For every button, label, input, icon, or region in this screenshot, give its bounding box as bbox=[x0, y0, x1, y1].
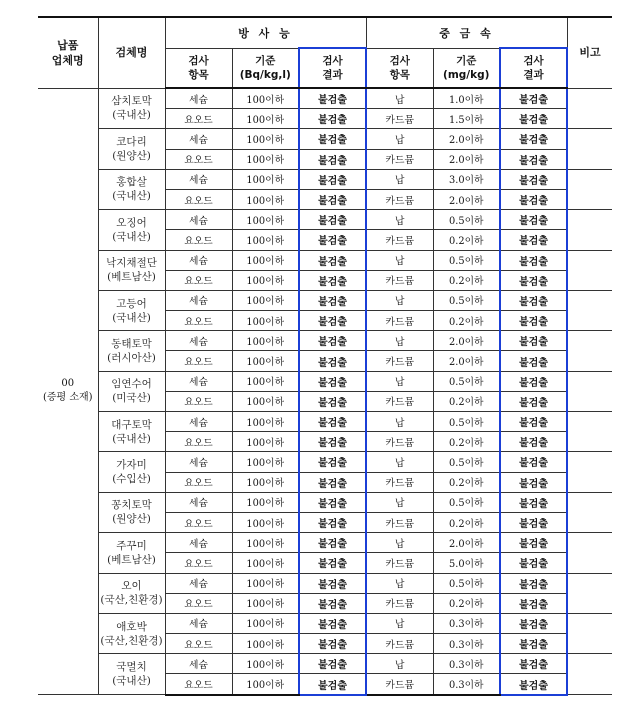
rad-result-cell: 불검출 bbox=[299, 331, 366, 351]
metal-result-cell: 불검출 bbox=[500, 311, 567, 331]
metal-item-cell: 납 bbox=[366, 169, 433, 189]
rad-standard-cell: 100이하 bbox=[232, 88, 299, 109]
metal-item-cell: 카드뮴 bbox=[366, 391, 433, 411]
rad-standard-cell: 100이하 bbox=[232, 210, 299, 230]
metal-result-cell: 불검출 bbox=[500, 452, 567, 472]
metal-result-header: 검사 결과 bbox=[500, 48, 567, 88]
rad-result-cell: 불검출 bbox=[299, 432, 366, 452]
notes-cell bbox=[567, 452, 612, 492]
rad-standard-cell: 100이하 bbox=[232, 553, 299, 573]
metal-standard-cell: 0.3이하 bbox=[433, 634, 500, 654]
table-row bbox=[38, 654, 612, 674]
metal-standard-cell: 0.2이하 bbox=[433, 391, 500, 411]
table-row bbox=[38, 613, 612, 633]
rad-item-cell: 세슘 bbox=[165, 290, 232, 310]
metal-result-cell: 불검출 bbox=[500, 149, 567, 169]
metal-standard-cell: 2.0이하 bbox=[433, 331, 500, 351]
rad-standard-cell: 100이하 bbox=[232, 169, 299, 189]
rad-item-cell: 세슘 bbox=[165, 88, 232, 109]
table-row bbox=[38, 371, 612, 391]
metal-result-cell: 불검출 bbox=[500, 250, 567, 270]
metal-standard-cell: 0.5이하 bbox=[433, 573, 500, 593]
metal-standard-cell: 0.2이하 bbox=[433, 432, 500, 452]
notes-cell bbox=[567, 290, 612, 330]
rad-item-cell: 세슘 bbox=[165, 371, 232, 391]
table-row bbox=[38, 88, 612, 109]
rad-standard-header: 기준 (Bq/kg,l) bbox=[232, 48, 299, 88]
rad-item-cell: 세슘 bbox=[165, 331, 232, 351]
rad-item-cell: 세슘 bbox=[165, 654, 232, 674]
rad-item-cell: 요오드 bbox=[165, 351, 232, 371]
notes-cell bbox=[567, 412, 612, 452]
metal-standard-cell: 0.5이하 bbox=[433, 412, 500, 432]
rad-item-cell: 요오드 bbox=[165, 391, 232, 411]
rad-standard-cell: 100이하 bbox=[232, 371, 299, 391]
notes-cell bbox=[567, 210, 612, 250]
rad-item-cell: 요오드 bbox=[165, 270, 232, 290]
metal-standard-cell: 2.0이하 bbox=[433, 533, 500, 553]
metal-standard-cell: 0.5이하 bbox=[433, 210, 500, 230]
sample-name-cell: 동태토막 (러시아산) bbox=[98, 331, 165, 371]
rad-result-cell: 불검출 bbox=[299, 593, 366, 613]
sample-name-cell: 홍합살 (국내산) bbox=[98, 169, 165, 209]
metal-item-cell: 카드뮴 bbox=[366, 149, 433, 169]
rad-result-cell: 불검출 bbox=[299, 533, 366, 553]
rad-standard-cell: 100이하 bbox=[232, 129, 299, 149]
rad-result-cell: 불검출 bbox=[299, 654, 366, 674]
rad-item-cell: 세슘 bbox=[165, 250, 232, 270]
metal-result-cell: 불검출 bbox=[500, 270, 567, 290]
rad-standard-cell: 100이하 bbox=[232, 412, 299, 432]
sample-name-cell: 주꾸미 (베트남산) bbox=[98, 533, 165, 573]
rad-item-cell: 요오드 bbox=[165, 149, 232, 169]
metal-standard-cell: 0.3이하 bbox=[433, 674, 500, 695]
sample-name-cell: 꽁치토막 (원양산) bbox=[98, 492, 165, 532]
metal-item-cell: 카드뮴 bbox=[366, 593, 433, 613]
rad-result-header: 검사 결과 bbox=[299, 48, 366, 88]
metal-result-cell: 불검출 bbox=[500, 391, 567, 411]
metal-result-cell: 불검출 bbox=[500, 533, 567, 553]
metal-result-cell: 불검출 bbox=[500, 109, 567, 129]
table-row bbox=[38, 331, 612, 351]
table-row bbox=[38, 290, 612, 310]
rad-result-cell: 불검출 bbox=[299, 270, 366, 290]
rad-standard-cell: 100이하 bbox=[232, 674, 299, 695]
notes-cell bbox=[567, 250, 612, 290]
rad-result-cell: 불검출 bbox=[299, 169, 366, 189]
rad-item-cell: 세슘 bbox=[165, 169, 232, 189]
rad-item-cell: 요오드 bbox=[165, 634, 232, 654]
metal-item-cell: 납 bbox=[366, 371, 433, 391]
rad-item-header: 검사 항목 bbox=[165, 48, 232, 88]
rad-result-cell: 불검출 bbox=[299, 189, 366, 209]
metal-item-cell: 납 bbox=[366, 533, 433, 553]
notes-cell bbox=[567, 492, 612, 532]
rad-result-cell: 불검출 bbox=[299, 391, 366, 411]
metal-item-cell: 납 bbox=[366, 250, 433, 270]
metal-standard-cell: 0.5이하 bbox=[433, 452, 500, 472]
notes-cell bbox=[567, 573, 612, 613]
heavy-metals-group-header: 중 금 속 bbox=[366, 17, 567, 48]
metal-standard-cell: 2.0이하 bbox=[433, 129, 500, 149]
metal-standard-cell: 0.2이하 bbox=[433, 311, 500, 331]
sample-name-cell: 오징어 (국내산) bbox=[98, 210, 165, 250]
metal-standard-cell: 5.0이하 bbox=[433, 553, 500, 573]
table-row bbox=[38, 412, 612, 432]
rad-item-cell: 요오드 bbox=[165, 432, 232, 452]
rad-standard-cell: 100이하 bbox=[232, 472, 299, 492]
rad-result-cell: 불검출 bbox=[299, 613, 366, 633]
metal-item-cell: 납 bbox=[366, 129, 433, 149]
table-row bbox=[38, 129, 612, 149]
metal-result-cell: 불검출 bbox=[500, 412, 567, 432]
rad-result-cell: 불검출 bbox=[299, 512, 366, 532]
metal-standard-cell: 0.5이하 bbox=[433, 250, 500, 270]
metal-item-cell: 카드뮴 bbox=[366, 432, 433, 452]
table-row bbox=[38, 573, 612, 593]
sample-name-cell: 오이 (국산,친환경) bbox=[98, 573, 165, 613]
metal-item-cell: 납 bbox=[366, 452, 433, 472]
radioactivity-group-header: 방 사 능 bbox=[165, 17, 366, 48]
metal-standard-cell: 3.0이하 bbox=[433, 169, 500, 189]
sample-name-cell: 국멸치 (국내산) bbox=[98, 654, 165, 695]
company-name-cell: 00 (증평 소재) bbox=[38, 88, 98, 695]
metal-standard-cell: 0.2이하 bbox=[433, 472, 500, 492]
metal-result-cell: 불검출 bbox=[500, 432, 567, 452]
rad-result-cell: 불검출 bbox=[299, 290, 366, 310]
metal-standard-cell: 1.0이하 bbox=[433, 88, 500, 109]
header-row-top bbox=[38, 17, 612, 48]
rad-standard-cell: 100이하 bbox=[232, 432, 299, 452]
rad-result-cell: 불검출 bbox=[299, 412, 366, 432]
rad-item-cell: 세슘 bbox=[165, 412, 232, 432]
rad-item-cell: 세슘 bbox=[165, 533, 232, 553]
metal-item-header: 검사 항목 bbox=[366, 48, 433, 88]
rad-standard-cell: 100이하 bbox=[232, 331, 299, 351]
metal-standard-cell: 0.5이하 bbox=[433, 371, 500, 391]
rad-item-cell: 세슘 bbox=[165, 452, 232, 472]
metal-standard-cell: 0.2이하 bbox=[433, 512, 500, 532]
inspection-results-sheet bbox=[38, 16, 612, 696]
notes-cell bbox=[567, 533, 612, 573]
rad-standard-cell: 100이하 bbox=[232, 189, 299, 209]
metal-item-cell: 납 bbox=[366, 88, 433, 109]
metal-result-cell: 불검출 bbox=[500, 573, 567, 593]
rad-standard-cell: 100이하 bbox=[232, 593, 299, 613]
notes-cell bbox=[567, 129, 612, 169]
rad-standard-cell: 100이하 bbox=[232, 613, 299, 633]
rad-standard-cell: 100이하 bbox=[232, 533, 299, 553]
rad-result-cell: 불검출 bbox=[299, 250, 366, 270]
metal-result-cell: 불검출 bbox=[500, 230, 567, 250]
sample-name-cell: 고등어 (국내산) bbox=[98, 290, 165, 330]
rad-standard-cell: 100이하 bbox=[232, 492, 299, 512]
metal-item-cell: 카드뮴 bbox=[366, 351, 433, 371]
notes-cell bbox=[567, 613, 612, 653]
rad-item-cell: 요오드 bbox=[165, 230, 232, 250]
metal-standard-cell: 0.3이하 bbox=[433, 654, 500, 674]
metal-result-cell: 불검출 bbox=[500, 88, 567, 109]
metal-item-cell: 납 bbox=[366, 573, 433, 593]
metal-standard-cell: 0.5이하 bbox=[433, 492, 500, 512]
metal-result-cell: 불검출 bbox=[500, 674, 567, 695]
metal-item-cell: 카드뮴 bbox=[366, 634, 433, 654]
metal-standard-cell: 0.2이하 bbox=[433, 230, 500, 250]
metal-result-cell: 불검출 bbox=[500, 331, 567, 351]
rad-standard-cell: 100이하 bbox=[232, 149, 299, 169]
rad-standard-cell: 100이하 bbox=[232, 290, 299, 310]
metal-result-cell: 불검출 bbox=[500, 371, 567, 391]
metal-item-cell: 납 bbox=[366, 654, 433, 674]
table-row bbox=[38, 210, 612, 230]
metal-item-cell: 납 bbox=[366, 290, 433, 310]
rad-result-cell: 불검출 bbox=[299, 149, 366, 169]
metal-item-cell: 카드뮴 bbox=[366, 109, 433, 129]
metal-item-cell: 납 bbox=[366, 210, 433, 230]
metal-result-cell: 불검출 bbox=[500, 553, 567, 573]
rad-item-cell: 요오드 bbox=[165, 189, 232, 209]
rad-result-cell: 불검출 bbox=[299, 88, 366, 109]
table-row bbox=[38, 169, 612, 189]
metal-result-cell: 불검출 bbox=[500, 492, 567, 512]
rad-result-cell: 불검출 bbox=[299, 210, 366, 230]
metal-standard-cell: 0.5이하 bbox=[433, 290, 500, 310]
rad-standard-cell: 100이하 bbox=[232, 270, 299, 290]
metal-item-cell: 카드뮴 bbox=[366, 189, 433, 209]
rad-standard-cell: 100이하 bbox=[232, 351, 299, 371]
rad-result-cell: 불검출 bbox=[299, 553, 366, 573]
rad-standard-cell: 100이하 bbox=[232, 250, 299, 270]
rad-result-cell: 불검출 bbox=[299, 129, 366, 149]
rad-item-cell: 요오드 bbox=[165, 472, 232, 492]
metal-item-cell: 카드뮴 bbox=[366, 230, 433, 250]
rad-item-cell: 요오드 bbox=[165, 553, 232, 573]
notes-cell bbox=[567, 169, 612, 209]
metal-standard-cell: 1.5이하 bbox=[433, 109, 500, 129]
sample-name-cell: 대구토막 (국내산) bbox=[98, 412, 165, 452]
rad-item-cell: 세슘 bbox=[165, 613, 232, 633]
sample-name-cell: 애호박 (국산,친환경) bbox=[98, 613, 165, 653]
metal-item-cell: 카드뮴 bbox=[366, 472, 433, 492]
metal-item-cell: 카드뮴 bbox=[366, 674, 433, 695]
rad-result-cell: 불검출 bbox=[299, 351, 366, 371]
sample-name-cell: 가자미 (수입산) bbox=[98, 452, 165, 492]
rad-standard-cell: 100이하 bbox=[232, 512, 299, 532]
metal-item-cell: 납 bbox=[366, 331, 433, 351]
metal-result-cell: 불검출 bbox=[500, 512, 567, 532]
metal-item-cell: 납 bbox=[366, 492, 433, 512]
sample-name-cell: 낙지채절단 (베트남산) bbox=[98, 250, 165, 290]
metal-result-cell: 불검출 bbox=[500, 290, 567, 310]
sample-name-cell: 임연수어 (미국산) bbox=[98, 371, 165, 411]
metal-standard-cell: 2.0이하 bbox=[433, 189, 500, 209]
company-column-header: 납품 업체명 bbox=[38, 17, 98, 88]
metal-result-cell: 불검출 bbox=[500, 210, 567, 230]
metal-result-cell: 불검출 bbox=[500, 472, 567, 492]
table-row bbox=[38, 533, 612, 553]
rad-item-cell: 세슘 bbox=[165, 210, 232, 230]
metal-item-cell: 카드뮴 bbox=[366, 270, 433, 290]
rad-standard-cell: 100이하 bbox=[232, 109, 299, 129]
rad-standard-cell: 100이하 bbox=[232, 573, 299, 593]
rad-result-cell: 불검출 bbox=[299, 371, 366, 391]
metal-item-cell: 카드뮴 bbox=[366, 553, 433, 573]
metal-item-cell: 납 bbox=[366, 412, 433, 432]
inspection-results-body bbox=[38, 88, 612, 695]
metal-item-cell: 카드뮴 bbox=[366, 512, 433, 532]
rad-item-cell: 요오드 bbox=[165, 311, 232, 331]
metal-standard-cell: 0.2이하 bbox=[433, 593, 500, 613]
rad-item-cell: 세슘 bbox=[165, 129, 232, 149]
rad-result-cell: 불검출 bbox=[299, 634, 366, 654]
rad-standard-cell: 100이하 bbox=[232, 311, 299, 331]
rad-standard-cell: 100이하 bbox=[232, 230, 299, 250]
rad-item-cell: 요오드 bbox=[165, 512, 232, 532]
table-row bbox=[38, 250, 612, 270]
rad-result-cell: 불검출 bbox=[299, 472, 366, 492]
metal-result-cell: 불검출 bbox=[500, 654, 567, 674]
rad-standard-cell: 100이하 bbox=[232, 654, 299, 674]
rad-result-cell: 불검출 bbox=[299, 674, 366, 695]
notes-cell bbox=[567, 331, 612, 371]
metal-result-cell: 불검출 bbox=[500, 634, 567, 654]
notes-column-header: 비고 bbox=[567, 17, 612, 88]
inspection-results-table bbox=[38, 16, 612, 696]
metal-standard-cell: 2.0이하 bbox=[433, 351, 500, 371]
table-row bbox=[38, 452, 612, 472]
rad-item-cell: 세슘 bbox=[165, 492, 232, 512]
metal-result-cell: 불검출 bbox=[500, 351, 567, 371]
metal-result-cell: 불검출 bbox=[500, 129, 567, 149]
notes-cell bbox=[567, 371, 612, 411]
metal-item-cell: 카드뮴 bbox=[366, 311, 433, 331]
rad-result-cell: 불검출 bbox=[299, 452, 366, 472]
table-row bbox=[38, 492, 612, 512]
rad-standard-cell: 100이하 bbox=[232, 452, 299, 472]
rad-item-cell: 요오드 bbox=[165, 109, 232, 129]
metal-standard-cell: 0.3이하 bbox=[433, 613, 500, 633]
rad-result-cell: 불검출 bbox=[299, 109, 366, 129]
sample-column-header: 검체명 bbox=[98, 17, 165, 88]
rad-result-cell: 불검출 bbox=[299, 311, 366, 331]
rad-result-cell: 불검출 bbox=[299, 492, 366, 512]
sample-name-cell: 삼치토막 (국내산) bbox=[98, 88, 165, 129]
rad-item-cell: 세슘 bbox=[165, 573, 232, 593]
rad-result-cell: 불검출 bbox=[299, 230, 366, 250]
rad-standard-cell: 100이하 bbox=[232, 634, 299, 654]
metal-result-cell: 불검출 bbox=[500, 613, 567, 633]
rad-result-cell: 불검출 bbox=[299, 573, 366, 593]
metal-standard-header: 기준 (mg/kg) bbox=[433, 48, 500, 88]
sample-name-cell: 코다리 (원양산) bbox=[98, 129, 165, 169]
metal-item-cell: 납 bbox=[366, 613, 433, 633]
metal-standard-cell: 0.2이하 bbox=[433, 270, 500, 290]
rad-item-cell: 요오드 bbox=[165, 674, 232, 695]
notes-cell bbox=[567, 88, 612, 129]
metal-result-cell: 불검출 bbox=[500, 189, 567, 209]
notes-cell bbox=[567, 654, 612, 695]
rad-item-cell: 요오드 bbox=[165, 593, 232, 613]
metal-result-cell: 불검출 bbox=[500, 169, 567, 189]
metal-standard-cell: 2.0이하 bbox=[433, 149, 500, 169]
metal-result-cell: 불검출 bbox=[500, 593, 567, 613]
rad-standard-cell: 100이하 bbox=[232, 391, 299, 411]
